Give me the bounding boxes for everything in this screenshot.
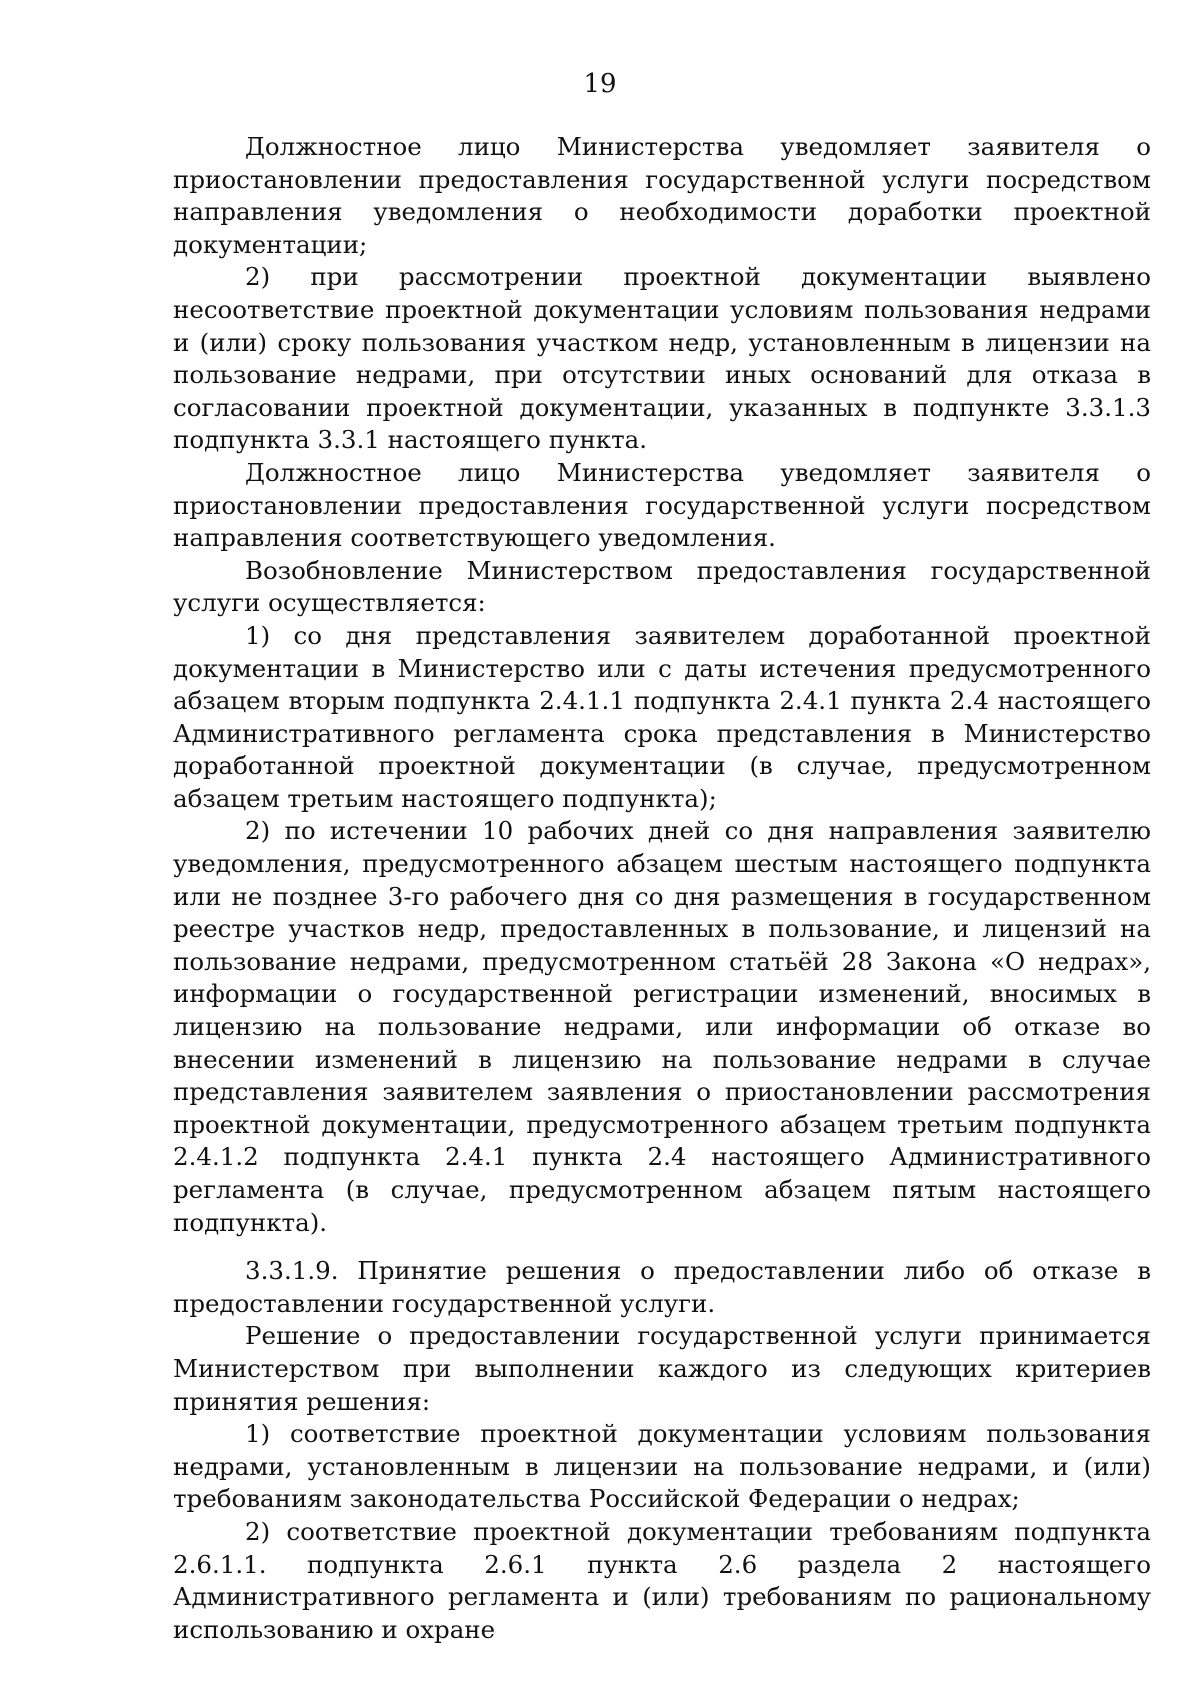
document-body [173, 131, 1151, 1646]
page-number: 19 [583, 69, 617, 99]
paragraph-official-notifies-revision: Должностное лицо Министерства уведомляет заявителя о приостановлении предоставления государственной услуги посредством направления уведомления о необходимости доработки проектной документации; [173, 132, 1151, 259]
paragraph-resumption-intro: Возобновление Министерством предоставления государственной услуги осуществляется: [173, 555, 1151, 618]
paragraph-criterion-2: 2) соответствие проектной документации требованиям подпункта 2.6.1.1. подпункта 2.6.1 пункта 2.6 раздела 2 настоящего Административного регламента и (или) требованиям по рациональному использованию и охране [173, 1516, 1151, 1644]
paragraph-criterion-1: 1) соответствие проектной документации условиям пользования недрами, установленным в лицензии на пользование недрами, и (или) требованиям законодательства Российской Федерации о недрах; [173, 1419, 1151, 1514]
paragraph-resumption-item-2: 2) по истечении 10 рабочих дней со дня направления заявителю уведомления, предусмотренного абзацем шестым настоящего подпункта или не позднее 3-го рабочего дня со дня размещения в государственном реестре участков недр, предоставленных в пользование, и лицензий на пользование недрами, предусмотренном статьёй 28 Закона «О недрах», информации о государственной регистрации изменений, вносимых в лицензию на пользование недрами, или информации об отказе во внесении изменений в лицензию на пользование недрами в случае представления заявителем заявления о приостановлении рассмотрения проектной документации, предусмотренного абзацем третьим подпункта 2.4.1.2 подпункта 2.4.1 пункта 2.4 настоящего Административного регламента (в случае, предусмотренном абзацем пятым настоящего подпункта). [173, 816, 1151, 1237]
paragraph-item-2-nonconformity: 2) при рассмотрении проектной документации выявлено несоответствие проектной документации условиям пользования недрами и (или) сроку пользования участком недр, установленным в лицензии на пользование недрами, при отсутствии иных оснований для отказа в согласовании проектной документации, указанных в подпункте 3.3.1.3 подпункта 3.3.1 настоящего пункта. [173, 262, 1151, 455]
paragraph-resumption-item-1: 1) со дня представления заявителем доработанной проектной документации в Министерство или с даты истечения предусмотренного абзацем вторым подпункта 2.4.1.1 подпункта 2.4.1 пункта 2.4 настоящего Административного регламента срока представления в Министерство доработанной проектной документации (в случае, предусмотренном абзацем третьим настоящего подпункта); [173, 620, 1151, 813]
paragraph-decision-criteria-intro: Решение о предоставлении государственной услуги принимается Министерством при выполнении каждого из следующих критериев принятия решения: [173, 1321, 1151, 1416]
paragraph-official-notifies-suspension: Должностное лицо Министерства уведомляет заявителя о приостановлении предоставления государственной услуги посредством направления соответствующего уведомления. [173, 457, 1151, 553]
section-heading-3-3-1-9: 3.3.1.9. Принятие решения о предоставлении либо об отказе в предоставлении государственной услуги. [173, 1256, 1151, 1318]
